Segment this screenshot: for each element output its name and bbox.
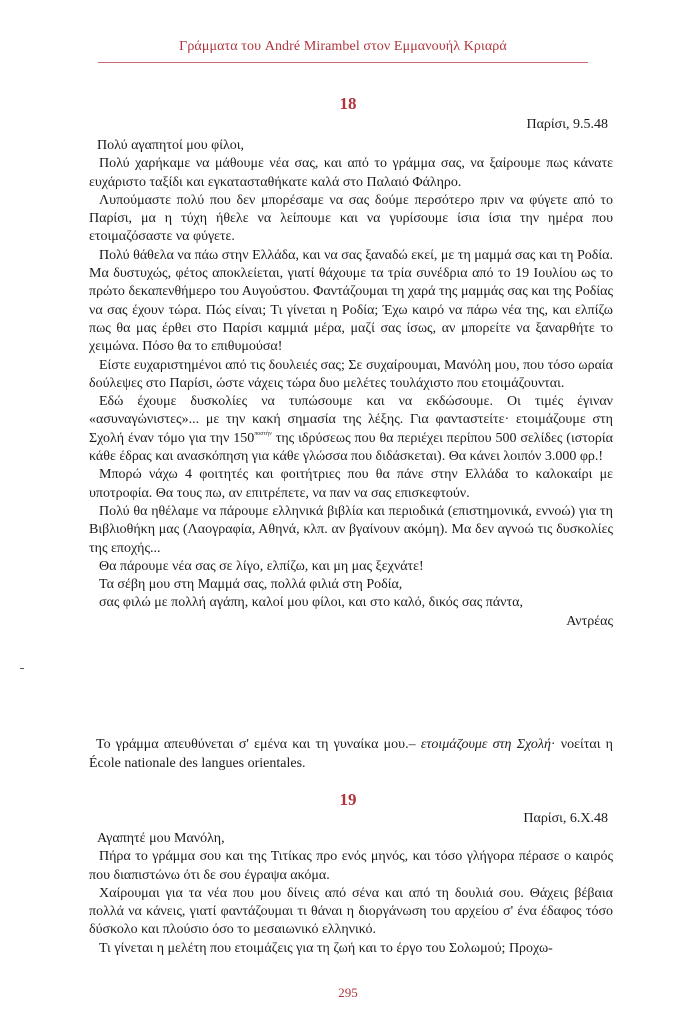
letter-18-paragraph: Πολύ χαρήκαμε να μάθουμε νέα σας, και από το γράμμα σας, να ξαίρουμε πως κάνατε ευχάριστο ταξίδι και εγκατασταθήκατε καλά στο Παλαιό Φάληρο.	[89, 156, 613, 190]
letter-19-body	[89, 830, 613, 958]
letter-18-signature: Αντρέας	[566, 613, 613, 629]
letter-18-dateline: Παρίσι, 9.5.48	[526, 117, 608, 132]
letter-18-paragraph: Μπορώ νάχω 4 φοιτητές και φοιτήτριες που θα πάνε στην Ελλάδα το καλοκαίρι με υποτροφία. Θα τους πω, αν επιτρέπετε, να παν να σας επισκεφτούν.	[89, 467, 613, 501]
editor-note-text: · νοείται η École nationale des langues orientales.	[89, 737, 614, 771]
paragraph-text: Εδώ έχουμε δυσκολίες να τυπώσουμε και να εκδώσουμε. Οι τιμές έγιναν «ασυναγώνιστες»... με την κακή σημασία της λέξης. Για φανταστείτε· ετοιμάζουμε στη Σχολή έναν τόμο για την 150	[89, 394, 613, 446]
margin-mark	[20, 668, 24, 669]
letter-18-closing-line: Τα σέβη μου στη Μαμμά σας, πολλά φιλιά στη Ροδία,	[99, 577, 403, 593]
letter-18-paragraph: Θα πάρουμε νέα σας σε λίγο, ελπίζω, και μη μας ξεχνάτε!	[99, 558, 424, 574]
editor-note	[89, 735, 613, 773]
letter-18-paragraph	[89, 393, 613, 466]
letter-18-closing-line: σας φιλώ με πολλή αγάπη, καλοί μου φίλοι, και στο καλό, δικός σας πάντα,	[99, 595, 523, 611]
letter-19-paragraph: Πήρα το γράμμα σου και της Τιτίκας προ ενός μηνός, και τόσο γλήγορα πέρασε ο καιρός που διαπιστώνω ότι δε σου έγραψα ακόμα.	[89, 849, 613, 883]
editor-note-text: Το γράμμα απευθύνεται σ' εμένα και τη γυναίκα μου.–	[96, 737, 421, 752]
letter-18-paragraph: Πολύ θάθελα να πάω στην Ελλάδα, και να σας ξαναδώ εκεί, με τη μαμμά σας και τη Ροδία. Μα δυστυχώς, φέτος αποκλείεται, γιατί θάχουμε τα τρία συνέδρια από το 19 Ιουλίου ως το πρώτο δεκαπενθήμερο του Αυγούστου. Φαντάζουμαι τη χαρά της μαμμάς σας και της Ροδίας να σας έχουν τώρα. Πώς είναι; Τι γίνεται η Ροδία; Έχω καιρό να πάρω νέα της, και ελπίζω πως θα μας έρθει στο Παρίσι καμμιά μέρα, μαζί σας ίσως, αν μπορείτε να ξαναρθήτε το χειμώνα. Πόσο θα το επιθυμούσα!	[89, 247, 613, 355]
letter-18-body	[89, 137, 613, 631]
page-number: 295	[338, 985, 358, 1000]
paragraph-text: της ιδρύσεως που θα περιέχει περίπου 500 σελίδες (ιστορία κάθε έδρας και ανασκόπηση για κάθε γλώσσα που διδάσκεται). Θα κάνει λοιπόν 3.000 φρ.!	[89, 430, 613, 465]
letter-19-paragraph: Τι γίνεται η μελέτη που ετοιμάζεις για τη ζωή και το έργο του Σολωμού; Προχω-	[99, 940, 553, 956]
letter-18-paragraph: Είστε ευχαριστημένοι από τις δουλειές σας; Σε συχαίρουμαι, Μανόλη μου, που τόσο ωραία δούλεψες στο Παρίσι, ώστε νάχεις τώρα δυο μελέτες τουλάχιστο που ετοιμάζουνται.	[89, 357, 613, 391]
running-header: Γράμματα του André Mirambel στον Εμμανουήλ Κριαρά	[179, 39, 507, 54]
letter-19-paragraph: Χαίρουμαι για τα νέα που μου δίνεις από σένα και από τη δουλιά σου. Θάχεις βέβαια πολλά να κάνεις, γιατί φαντάζουμαι τι θάναι η διοργάνωση του αρχείου σ' ένα έδαφος τόσο δύσκολο και πλούσιο όσο το μεσαιωνικό ελληνικό.	[89, 885, 613, 938]
letter-number-19: 19	[339, 790, 357, 809]
letter-19-dateline: Παρίσι, 6.X.48	[523, 811, 608, 826]
letter-18-paragraph: Λυπούμαστε πολύ που δεν μπορέσαμε να σας δούμε περσότερο πριν να φύγετε από το Παρίσι, μα η τύχη ήθελε να λείπουμε και να γυρίσουμε ίσια ίσια την ημέρα που ετοιμαζόσαστε να φύγετε.	[89, 192, 613, 245]
letter-18-salutation: Πολύ αγαπητοί μου φίλοι,	[97, 138, 245, 153]
letter-number-18: 18	[339, 94, 357, 113]
superscript-ordinal: ποστήν	[254, 430, 272, 437]
letter-19-salutation: Αγαπητέ μου Μανόλη,	[97, 831, 225, 846]
header-rule	[98, 62, 588, 63]
letter-18-paragraph: Πολύ θα ηθέλαμε να πάρουμε ελληνικά βιβλία και περιοδικά (επιστημονικά, εννοώ) για τη Βιβλιοθήκη μας (Λαογραφία, Αθηνά, κλπ. αν βγαίνουν ακόμη). Μα δεν αγνοώ τις δυσκολίες της εποχής...	[89, 503, 613, 556]
editor-note-italic: ετοιμάζουμε στη Σχολή	[420, 737, 551, 752]
